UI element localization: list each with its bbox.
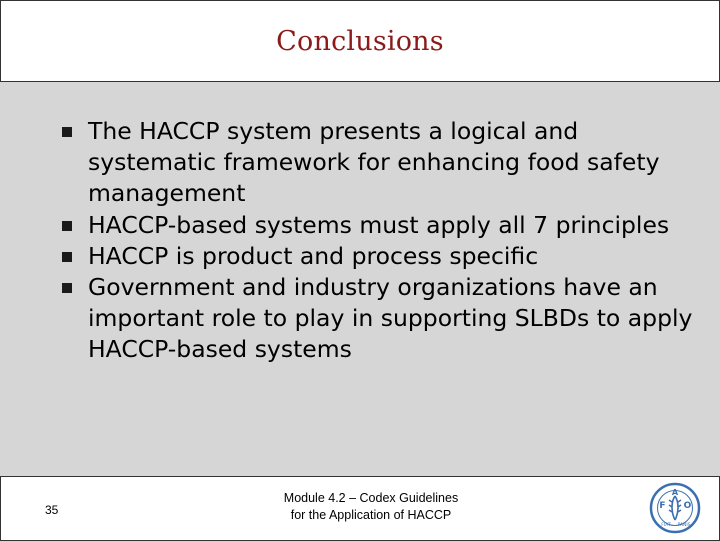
logo-letter-f: F [659, 501, 666, 511]
logo-letter-o: O [683, 501, 692, 511]
bullet-text: The HACCP system presents a logical and systematic framework for enhancing food safety management [88, 117, 660, 208]
bullet-text: Government and industry organizations have an important role to play in supporting SLBDs to apply HACCP-based systems [88, 273, 693, 364]
square-bullet-icon [62, 127, 72, 137]
logo-motto-panis: PANIS [677, 523, 691, 528]
bullet-item [60, 241, 700, 272]
footer [0, 476, 720, 541]
logo-letter-a: A [671, 488, 679, 497]
square-bullet-icon [62, 252, 72, 262]
slide-title: Conclusions [276, 25, 444, 57]
bullet-item [60, 210, 700, 241]
square-bullet-icon [62, 283, 72, 293]
logo-motto-fiat: FIAT [661, 523, 671, 528]
bullet-list [60, 116, 700, 366]
bullet-text: HACCP-based systems must apply all 7 principles [88, 210, 670, 239]
page-number: 35 [45, 503, 59, 517]
bullet-text: HACCP is product and process specific [88, 241, 539, 270]
bullet-item [60, 272, 700, 366]
bullet-item [60, 116, 700, 210]
fao-logo-icon [649, 482, 701, 534]
content-area [0, 82, 720, 476]
footer-caption-line2: for the Application of HACCP [290, 508, 452, 522]
square-bullet-icon [62, 221, 72, 231]
title-bar [0, 0, 720, 82]
footer-caption-line1: Module 4.2 – Codex Guidelines [283, 491, 459, 505]
footer-caption [241, 490, 501, 524]
